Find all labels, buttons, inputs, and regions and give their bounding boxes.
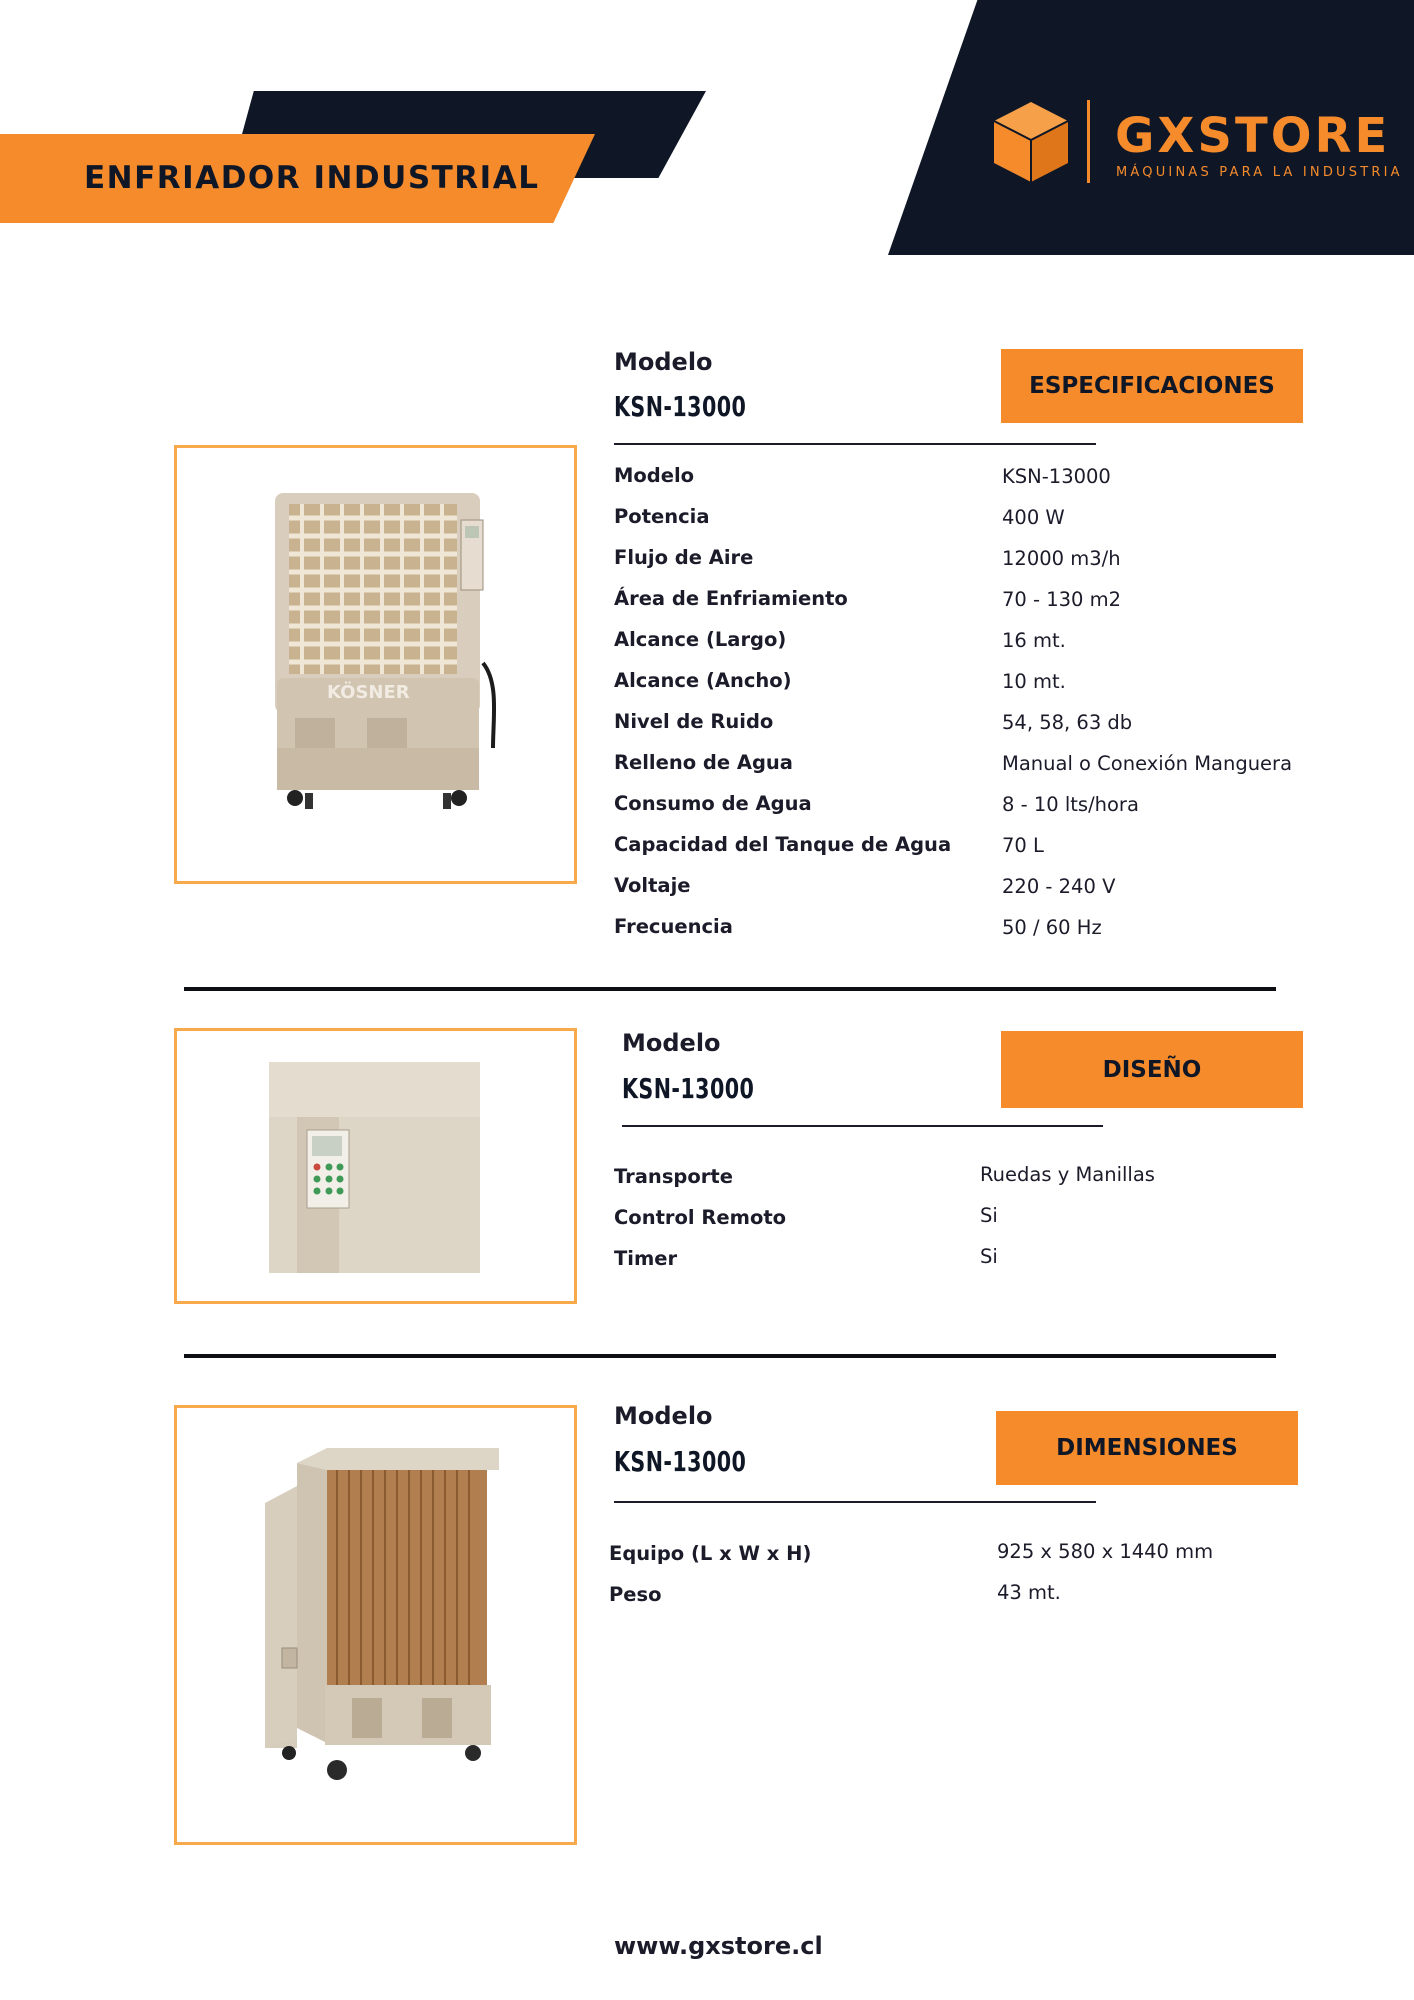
spec-key: Nivel de Ruido (614, 710, 774, 733)
spec-value: 16 mt. (1002, 629, 1066, 652)
design-header-rule (622, 1125, 1103, 1127)
model-value: KSN-13000 (614, 1445, 747, 1478)
cooler-front-photo (177, 448, 574, 881)
spec-key: Consumo de Agua (614, 792, 812, 815)
spec-value: 50 / 60 Hz (1002, 916, 1102, 939)
spec-key: Potencia (614, 505, 710, 528)
design-tag: DISEÑO (1001, 1031, 1303, 1108)
brand-name: GXSTORE (1115, 108, 1391, 164)
model-label: Modelo (614, 1402, 713, 1430)
spec-value: Ruedas y Manillas (980, 1163, 1155, 1186)
spec-value: Si (980, 1245, 998, 1268)
spec-key: Alcance (Ancho) (614, 669, 792, 692)
model-value: KSN-13000 (614, 390, 747, 423)
svg-text:KÖSNER: KÖSNER (327, 682, 410, 703)
logo-divider (1087, 100, 1090, 183)
spec-key: Control Remoto (614, 1206, 787, 1229)
spec-key: Timer (614, 1247, 678, 1270)
spec-value: 54, 58, 63 db (1002, 711, 1133, 734)
design-image-frame (174, 1028, 577, 1304)
model-value: KSN-13000 (622, 1072, 755, 1105)
dimensions-tag: DIMENSIONES (996, 1411, 1298, 1485)
specs-header-rule (614, 443, 1096, 445)
model-label: Modelo (614, 348, 713, 376)
spec-value: 70 - 130 m2 (1002, 588, 1122, 611)
spec-value: 12000 m3/h (1002, 547, 1121, 570)
spec-value: 70 L (1002, 834, 1044, 857)
spec-value: 925 x 580 x 1440 mm (997, 1540, 1214, 1563)
spec-key: Transporte (614, 1165, 733, 1188)
spec-value: 220 - 240 V (1002, 875, 1116, 898)
spec-key: Área de Enfriamiento (614, 587, 848, 610)
spec-key: Voltaje (614, 874, 691, 897)
footer-website-link[interactable]: www.gxstore.cl (614, 1932, 823, 1960)
spec-value: KSN-13000 (1002, 465, 1111, 488)
spec-value: 10 mt. (1002, 670, 1066, 693)
spec-key: Modelo (614, 464, 695, 487)
dimensions-image-frame (174, 1405, 577, 1845)
section-divider (184, 1354, 1276, 1358)
page-title: ENFRIADOR INDUSTRIAL (84, 160, 540, 196)
spec-key: Capacidad del Tanque de Agua (614, 833, 952, 856)
spec-key: Equipo (L x W x H) (609, 1542, 812, 1565)
spec-key: Alcance (Largo) (614, 628, 787, 651)
spec-value: 43 mt. (997, 1581, 1061, 1604)
spec-value: 400 W (1002, 506, 1065, 529)
specs-image-frame (174, 445, 577, 884)
spec-value: Si (980, 1204, 998, 1227)
model-label: Modelo (622, 1029, 721, 1057)
dimensions-header-rule (614, 1501, 1096, 1503)
specs-tag: ESPECIFICACIONES (1001, 349, 1303, 423)
cube-icon (992, 100, 1070, 184)
spec-value: 8 - 10 lts/hora (1002, 793, 1139, 816)
spec-key: Peso (609, 1583, 662, 1606)
brand-tagline: MÁQUINAS PARA LA INDUSTRIA (1116, 165, 1403, 180)
spec-value: Manual o Conexión Manguera (1002, 752, 1293, 775)
spec-key: Relleno de Agua (614, 751, 793, 774)
section-divider (184, 987, 1276, 991)
spec-key: Flujo de Aire (614, 546, 754, 569)
spec-key: Frecuencia (614, 915, 733, 938)
cooler-side-photo (177, 1408, 574, 1842)
control-panel-photo (177, 1031, 574, 1301)
